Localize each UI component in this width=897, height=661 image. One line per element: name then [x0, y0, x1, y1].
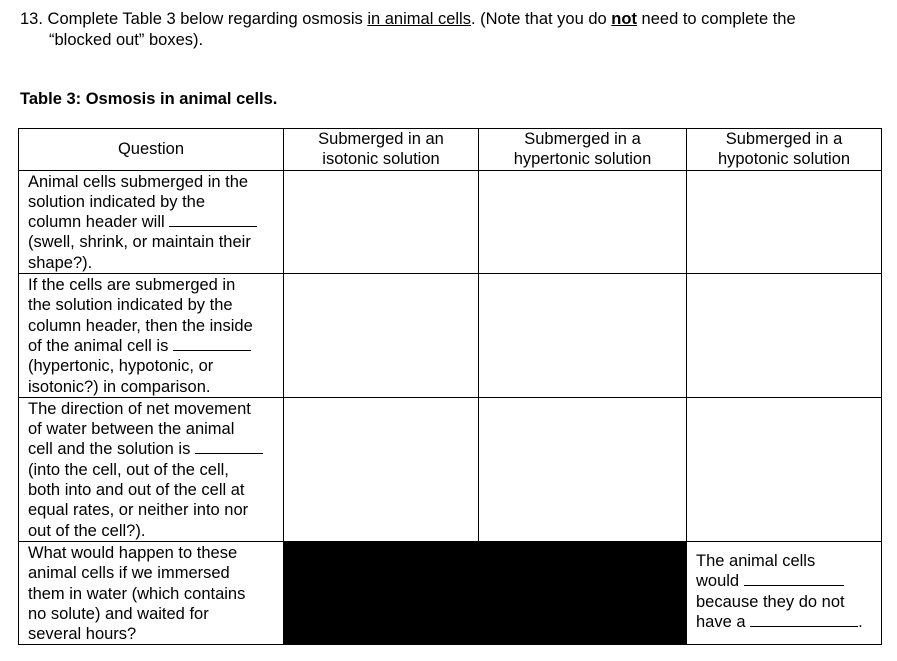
instruction-line-1: 13. Complete Table 3 below regarding osmosis in animal cells. (Note that you do not need to complete the: [20, 10, 796, 28]
answer-cell-hypertonic-2[interactable]: [479, 274, 687, 398]
table-caption: Table 3: Osmosis in animal cells.: [20, 90, 278, 108]
question-number: 13.: [20, 10, 43, 28]
table-row: [19, 397, 882, 541]
underlined-phrase: in animal cells: [367, 10, 471, 28]
table-row: [19, 170, 882, 273]
answer-blank: [173, 349, 251, 351]
table-row: [19, 274, 882, 398]
instructions: [20, 9, 880, 50]
table-row: [19, 541, 882, 644]
answer-blank: [195, 452, 263, 454]
answer-cell-isotonic-2[interactable]: [284, 274, 479, 398]
question-cell-tonicity: If the cells are submerged in the solution indicated by the column header, then the inside of the animal cell is (hypertonic, hypotonic, or isotonic?) in comparison.: [19, 274, 284, 398]
question-cell-water: What would happen to these animal cells if we immersed them in water (which contains no solute) and waited for several hours?: [19, 541, 284, 644]
answer-cell-water: The animal cells would because they do not have a .: [687, 541, 882, 644]
header-question: Question: [19, 129, 284, 171]
bold-not: not: [611, 10, 637, 28]
blocked-out-box: [284, 541, 687, 644]
header-isotonic: Submerged in an isotonic solution: [284, 129, 479, 171]
answer-cell-isotonic-3[interactable]: [284, 397, 479, 541]
answer-blank[interactable]: [750, 625, 858, 627]
answer-blank: [169, 225, 257, 227]
answer-cell-isotonic-1[interactable]: [284, 170, 479, 273]
answer-cell-hypertonic-1[interactable]: [479, 170, 687, 273]
answer-cell-hypotonic-2[interactable]: [687, 274, 882, 398]
answer-cell-hypertonic-3[interactable]: [479, 397, 687, 541]
question-cell-direction: The direction of net movement of water between the animal cell and the solution is (into the cell, out of the cell, both into and out of the cell at equal rates, or neither into nor out of the cell?).: [19, 397, 284, 541]
osmosis-table: [18, 128, 882, 645]
answer-cell-hypotonic-1[interactable]: [687, 170, 882, 273]
answer-blank[interactable]: [744, 584, 844, 586]
header-hypotonic: Submerged in a hypotonic solution: [687, 129, 882, 171]
answer-cell-hypotonic-3[interactable]: [687, 397, 882, 541]
header-row: [19, 129, 882, 171]
header-hypertonic: Submerged in a hypertonic solution: [479, 129, 687, 171]
question-cell-swell: Animal cells submerged in the solution indicated by the column header will (swell, shrink, or maintain their shape?).: [19, 170, 284, 273]
instruction-line-2: “blocked out” boxes).: [49, 30, 204, 49]
